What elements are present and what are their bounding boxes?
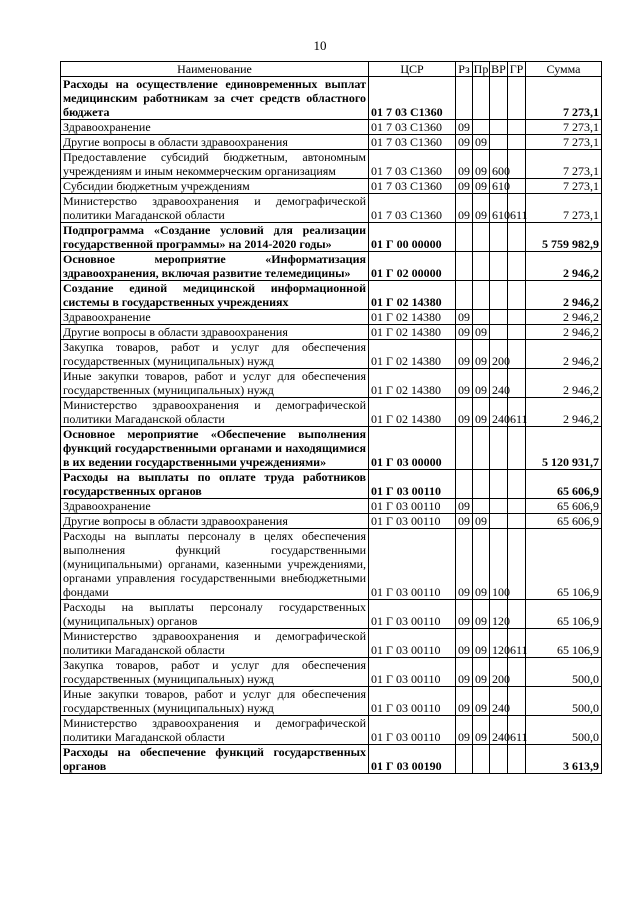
row-csr-cell: 01 Г 03 00110 xyxy=(369,658,456,687)
row-vr-cell xyxy=(490,77,508,120)
row-csr-cell: 01 Г 02 14380 xyxy=(369,398,456,427)
row-rz-cell: 09 xyxy=(456,629,473,658)
row-csr-cell: 01 Г 03 00110 xyxy=(369,499,456,514)
row-rz-cell: 09 xyxy=(456,369,473,398)
table-row xyxy=(61,325,602,340)
row-name-cell: Закупка товаров, работ и услуг для обеспечения государственных (муниципальных) нужд xyxy=(61,658,369,687)
row-pr-cell: 09 xyxy=(473,529,490,600)
row-pr-cell xyxy=(473,120,490,135)
table-row xyxy=(61,427,602,470)
row-gr-cell: 611 xyxy=(508,194,526,223)
row-sum-cell: 65 606,9 xyxy=(526,470,602,499)
row-vr-cell: 240 xyxy=(490,398,508,427)
table-header-row xyxy=(61,62,602,77)
row-gr-cell xyxy=(508,77,526,120)
row-name-cell: Расходы на осуществление единовременных выплат медицинским работникам за счет средств областного бюджета xyxy=(61,77,369,120)
table-row xyxy=(61,252,602,281)
row-pr-cell xyxy=(473,427,490,470)
header-sum: Сумма xyxy=(526,62,602,77)
row-csr-cell: 01 Г 03 00110 xyxy=(369,716,456,745)
row-sum-cell: 500,0 xyxy=(526,687,602,716)
table-row xyxy=(61,514,602,529)
table-row xyxy=(61,120,602,135)
row-vr-cell xyxy=(490,252,508,281)
row-csr-cell: 01 Г 02 14380 xyxy=(369,369,456,398)
row-pr-cell: 09 xyxy=(473,716,490,745)
row-csr-cell: 01 Г 03 00110 xyxy=(369,600,456,629)
row-sum-cell: 7 273,1 xyxy=(526,179,602,194)
table-row xyxy=(61,687,602,716)
row-csr-cell: 01 7 03 С1360 xyxy=(369,194,456,223)
header-vr: ВР xyxy=(491,62,506,76)
row-vr-cell: 100 xyxy=(490,529,508,600)
table-row xyxy=(61,340,602,369)
row-rz-cell: 09 xyxy=(456,600,473,629)
row-name-cell: Закупка товаров, работ и услуг для обеспечения государственных (муниципальных) нужд xyxy=(61,340,369,369)
row-sum-cell: 2 946,2 xyxy=(526,252,602,281)
row-name-cell: Здравоохранение xyxy=(61,310,369,325)
row-name-cell: Расходы на выплаты персоналу государственных (муниципальных) органов xyxy=(61,600,369,629)
row-gr-cell xyxy=(508,340,526,369)
row-csr-cell: 01 Г 03 00190 xyxy=(369,745,456,774)
row-rz-cell: 09 xyxy=(456,398,473,427)
header-name: Наименование xyxy=(61,62,369,77)
row-vr-cell: 120 xyxy=(490,629,508,658)
row-gr-cell xyxy=(508,529,526,600)
row-name-cell: Другие вопросы в области здравоохранения xyxy=(61,135,369,150)
row-sum-cell: 500,0 xyxy=(526,716,602,745)
row-pr-cell xyxy=(473,252,490,281)
row-vr-cell xyxy=(490,499,508,514)
row-sum-cell: 7 273,1 xyxy=(526,77,602,120)
row-rz-cell: 09 xyxy=(456,194,473,223)
row-gr-cell xyxy=(508,135,526,150)
row-gr-cell: 611 xyxy=(508,629,526,658)
table-row xyxy=(61,745,602,774)
table-row xyxy=(61,310,602,325)
row-gr-cell xyxy=(508,179,526,194)
table-row xyxy=(61,470,602,499)
row-gr-cell xyxy=(508,281,526,310)
table-row xyxy=(61,716,602,745)
row-sum-cell: 7 273,1 xyxy=(526,135,602,150)
row-vr-cell xyxy=(490,120,508,135)
row-csr-cell: 01 Г 02 00000 xyxy=(369,252,456,281)
row-rz-cell xyxy=(456,745,473,774)
row-gr-cell xyxy=(508,120,526,135)
row-sum-cell: 5 120 931,7 xyxy=(526,427,602,470)
table-row xyxy=(61,223,602,252)
row-name-cell: Министерство здравоохранения и демографической политики Магаданской области xyxy=(61,194,369,223)
row-vr-cell: 200 xyxy=(490,340,508,369)
row-csr-cell: 01 Г 03 00000 xyxy=(369,427,456,470)
row-rz-cell: 09 xyxy=(456,179,473,194)
row-gr-cell xyxy=(508,310,526,325)
row-vr-cell xyxy=(490,281,508,310)
row-pr-cell: 09 xyxy=(473,687,490,716)
table-row xyxy=(61,179,602,194)
row-pr-cell: 09 xyxy=(473,135,490,150)
row-rz-cell: 09 xyxy=(456,658,473,687)
table-row xyxy=(61,77,602,120)
table-body xyxy=(61,77,602,774)
row-vr-cell: 240 xyxy=(490,687,508,716)
row-sum-cell: 2 946,2 xyxy=(526,281,602,310)
row-vr-cell: 600 xyxy=(490,150,508,179)
row-sum-cell: 7 273,1 xyxy=(526,150,602,179)
row-rz-cell: 09 xyxy=(456,716,473,745)
row-gr-cell xyxy=(508,252,526,281)
row-pr-cell xyxy=(473,470,490,499)
row-gr-cell: 611 xyxy=(508,398,526,427)
row-name-cell: Расходы на выплаты персоналу в целях обеспечения выполнения функций государственными (муниципальными) органами, казенными учреждениями, органами управления государственными внебюджетными фондами xyxy=(61,529,369,600)
row-csr-cell: 01 Г 00 00000 xyxy=(369,223,456,252)
row-sum-cell: 65 106,9 xyxy=(526,529,602,600)
page-number: 10 xyxy=(313,38,327,53)
row-rz-cell: 09 xyxy=(456,150,473,179)
row-name-cell: Другие вопросы в области здравоохранения xyxy=(61,325,369,340)
row-csr-cell: 01 Г 02 14380 xyxy=(369,340,456,369)
header-rz: Рз xyxy=(456,62,473,77)
table-row xyxy=(61,600,602,629)
row-pr-cell xyxy=(473,745,490,774)
row-vr-cell xyxy=(490,223,508,252)
budget-table xyxy=(60,61,602,774)
row-rz-cell xyxy=(456,77,473,120)
row-name-cell: Министерство здравоохранения и демографической политики Магаданской области xyxy=(61,716,369,745)
row-rz-cell: 09 xyxy=(456,514,473,529)
row-vr-cell xyxy=(490,470,508,499)
row-pr-cell: 09 xyxy=(473,150,490,179)
table-row xyxy=(61,150,602,179)
row-csr-cell: 01 7 03 С1360 xyxy=(369,120,456,135)
row-pr-cell: 09 xyxy=(473,194,490,223)
row-name-cell: Министерство здравоохранения и демографической политики Магаданской области xyxy=(61,629,369,658)
row-pr-cell xyxy=(473,499,490,514)
row-name-cell: Здравоохранение xyxy=(61,120,369,135)
row-gr-cell xyxy=(508,600,526,629)
row-csr-cell: 01 Г 03 00110 xyxy=(369,514,456,529)
row-csr-cell: 01 Г 03 00110 xyxy=(369,470,456,499)
row-vr-cell xyxy=(490,325,508,340)
table-row xyxy=(61,369,602,398)
row-name-cell: Расходы на обеспечение функций государственных органов xyxy=(61,745,369,774)
row-sum-cell: 2 946,2 xyxy=(526,369,602,398)
row-sum-cell: 500,0 xyxy=(526,658,602,687)
row-sum-cell: 65 606,9 xyxy=(526,499,602,514)
row-gr-cell xyxy=(508,369,526,398)
row-vr-cell xyxy=(490,135,508,150)
row-pr-cell: 09 xyxy=(473,179,490,194)
row-sum-cell: 7 273,1 xyxy=(526,194,602,223)
row-csr-cell: 01 Г 02 14380 xyxy=(369,325,456,340)
row-rz-cell: 09 xyxy=(456,325,473,340)
row-sum-cell: 65 106,9 xyxy=(526,629,602,658)
row-vr-cell: 120 xyxy=(490,600,508,629)
row-pr-cell xyxy=(473,310,490,325)
row-csr-cell: 01 Г 02 14380 xyxy=(369,281,456,310)
row-csr-cell: 01 7 03 С1360 xyxy=(369,135,456,150)
row-gr-cell xyxy=(508,745,526,774)
row-vr-cell xyxy=(490,427,508,470)
row-gr-cell xyxy=(508,223,526,252)
row-sum-cell: 2 946,2 xyxy=(526,310,602,325)
row-csr-cell: 01 Г 03 00110 xyxy=(369,687,456,716)
row-name-cell: Министерство здравоохранения и демографической политики Магаданской области xyxy=(61,398,369,427)
row-rz-cell xyxy=(456,281,473,310)
row-csr-cell: 01 7 03 С1360 xyxy=(369,150,456,179)
row-sum-cell: 7 273,1 xyxy=(526,120,602,135)
row-rz-cell: 09 xyxy=(456,499,473,514)
row-gr-cell xyxy=(508,514,526,529)
row-pr-cell: 09 xyxy=(473,340,490,369)
row-name-cell: Субсидии бюджетным учреждениям xyxy=(61,179,369,194)
row-name-cell: Предоставление субсидий бюджетным, автономным учреждениям и иным некоммерческим организациям xyxy=(61,150,369,179)
row-name-cell: Здравоохранение xyxy=(61,499,369,514)
row-gr-cell xyxy=(508,150,526,179)
row-sum-cell: 2 946,2 xyxy=(526,340,602,369)
row-vr-cell: 610 xyxy=(490,179,508,194)
row-csr-cell: 01 Г 03 00110 xyxy=(369,629,456,658)
row-pr-cell: 09 xyxy=(473,398,490,427)
row-vr-cell xyxy=(490,310,508,325)
row-gr-cell xyxy=(508,499,526,514)
header-csr: ЦСР xyxy=(369,62,456,77)
row-gr-cell xyxy=(508,658,526,687)
row-rz-cell: 09 xyxy=(456,340,473,369)
row-name-cell: Иные закупки товаров, работ и услуг для обеспечения государственных (муниципальных) нужд xyxy=(61,687,369,716)
row-name-cell: Расходы на выплаты по оплате труда работников государственных органов xyxy=(61,470,369,499)
row-gr-cell: 611 xyxy=(508,716,526,745)
row-sum-cell: 65 106,9 xyxy=(526,600,602,629)
row-rz-cell: 09 xyxy=(456,310,473,325)
row-rz-cell xyxy=(456,427,473,470)
row-csr-cell: 01 7 03 С1360 xyxy=(369,179,456,194)
row-vr-cell: 240 xyxy=(490,369,508,398)
row-pr-cell xyxy=(473,77,490,120)
row-pr-cell: 09 xyxy=(473,369,490,398)
row-pr-cell: 09 xyxy=(473,600,490,629)
row-rz-cell: 09 xyxy=(456,120,473,135)
row-rz-cell: 09 xyxy=(456,529,473,600)
row-pr-cell: 09 xyxy=(473,629,490,658)
row-name-cell: Создание единой медицинской информационной системы в государственных учреждениях xyxy=(61,281,369,310)
table-row xyxy=(61,398,602,427)
row-vr-cell: 200 xyxy=(490,658,508,687)
row-sum-cell: 2 946,2 xyxy=(526,398,602,427)
row-name-cell: Другие вопросы в области здравоохранения xyxy=(61,514,369,529)
row-vr-cell: 610 xyxy=(490,194,508,223)
table-row xyxy=(61,194,602,223)
row-sum-cell: 2 946,2 xyxy=(526,325,602,340)
row-rz-cell xyxy=(456,470,473,499)
header-pr: Пр xyxy=(473,62,489,76)
row-gr-cell xyxy=(508,427,526,470)
row-vr-cell: 240 xyxy=(490,716,508,745)
row-pr-cell: 09 xyxy=(473,658,490,687)
table-row xyxy=(61,499,602,514)
table-row xyxy=(61,658,602,687)
row-gr-cell xyxy=(508,687,526,716)
header-gr: ГР xyxy=(508,62,526,77)
row-rz-cell: 09 xyxy=(456,135,473,150)
row-csr-cell: 01 Г 03 00110 xyxy=(369,529,456,600)
table-row xyxy=(61,529,602,600)
row-vr-cell xyxy=(490,514,508,529)
row-gr-cell xyxy=(508,325,526,340)
row-name-cell: Основное мероприятие «Информатизация здравоохранения, включая развитие телемедицины» xyxy=(61,252,369,281)
row-name-cell: Подпрограмма «Создание условий для реализации государственной программы» на 2014-2020 годы» xyxy=(61,223,369,252)
row-rz-cell xyxy=(456,223,473,252)
row-pr-cell xyxy=(473,281,490,310)
row-name-cell: Основное мероприятие «Обеспечение выполнения функций государственными органами и находящимися в их ведении государственными учреждениями» xyxy=(61,427,369,470)
row-name-cell: Иные закупки товаров, работ и услуг для обеспечения государственных (муниципальных) нужд xyxy=(61,369,369,398)
row-pr-cell xyxy=(473,223,490,252)
row-csr-cell: 01 7 03 С1360 xyxy=(369,77,456,120)
row-vr-cell xyxy=(490,745,508,774)
row-sum-cell: 5 759 982,9 xyxy=(526,223,602,252)
row-pr-cell: 09 xyxy=(473,514,490,529)
table-row xyxy=(61,281,602,310)
row-gr-cell xyxy=(508,470,526,499)
row-rz-cell: 09 xyxy=(456,687,473,716)
row-sum-cell: 3 613,9 xyxy=(526,745,602,774)
table-row xyxy=(61,135,602,150)
row-rz-cell xyxy=(456,252,473,281)
table-row xyxy=(61,629,602,658)
row-sum-cell: 65 606,9 xyxy=(526,514,602,529)
row-pr-cell: 09 xyxy=(473,325,490,340)
row-csr-cell: 01 Г 02 14380 xyxy=(369,310,456,325)
